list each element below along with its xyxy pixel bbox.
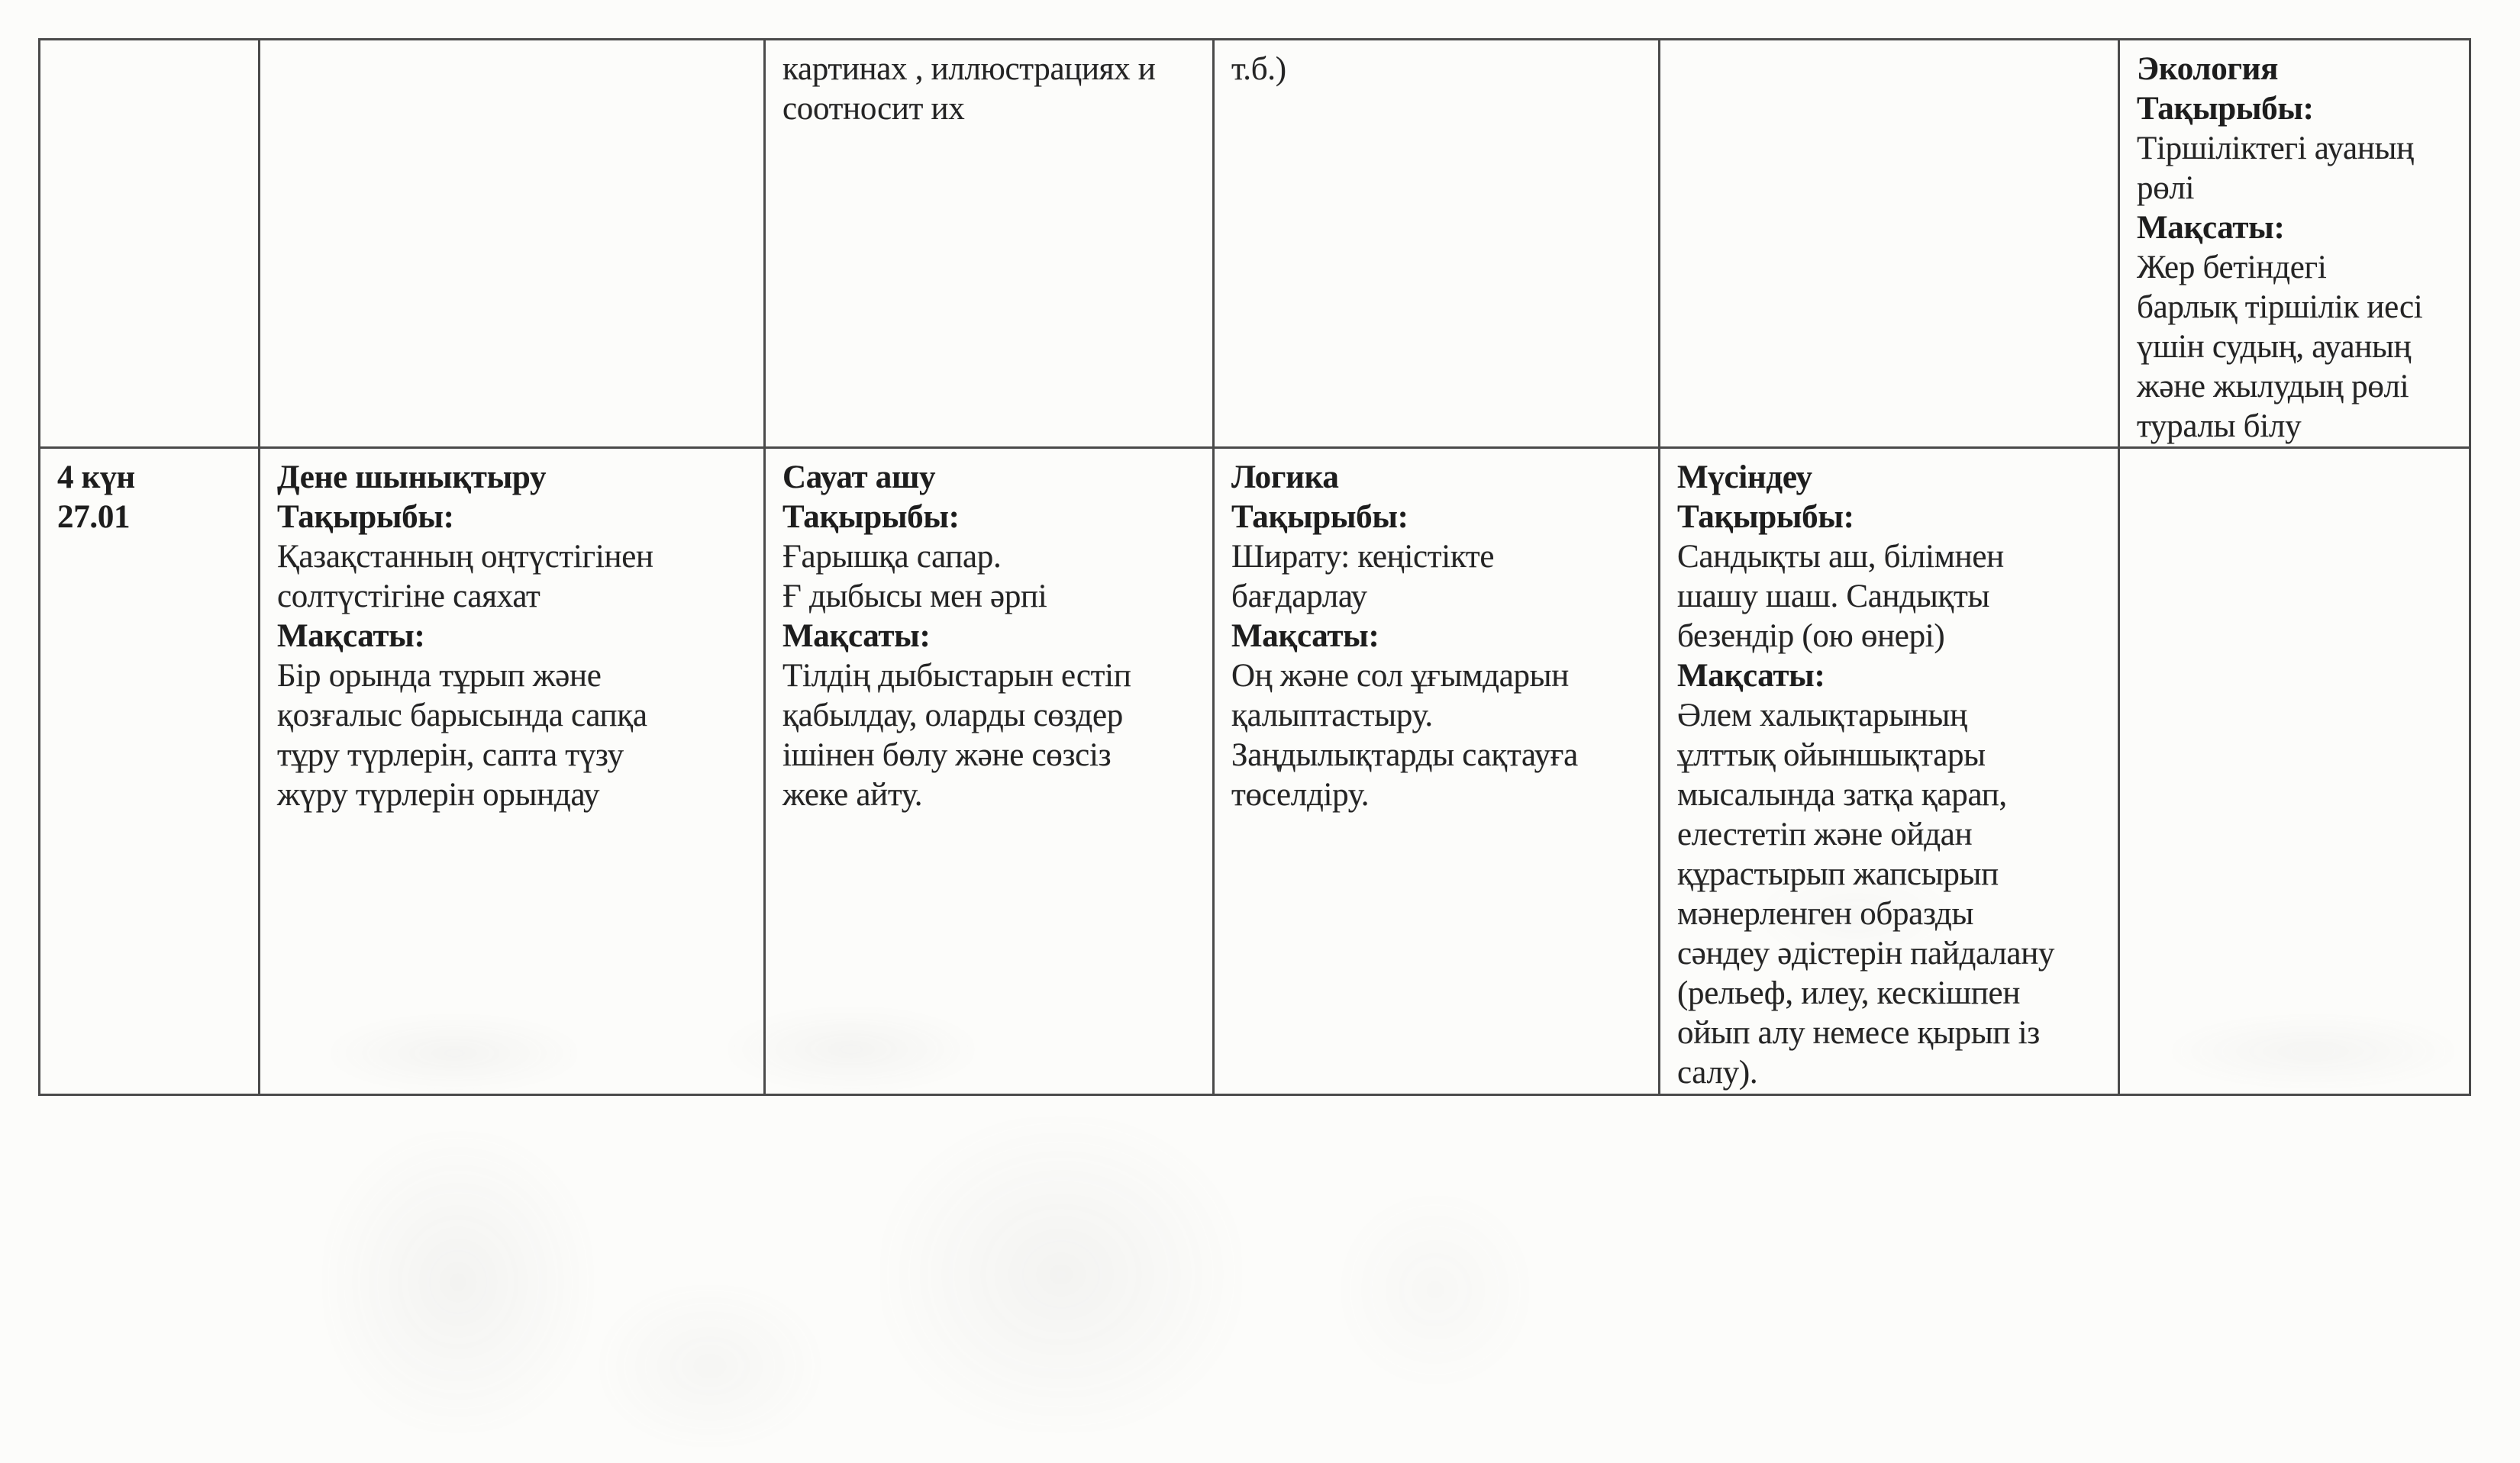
- cell-text-line: Экология: [2137, 51, 2279, 87]
- cell-text-line: тұру түрлерін, сапта түзу: [277, 737, 624, 773]
- scan-smudge: [878, 1114, 1244, 1435]
- cell-continuation-etc: [1214, 40, 1660, 448]
- cell-text-line: Мүсіндеу: [1677, 459, 1812, 495]
- cell-text-line: жеке айту.: [782, 777, 923, 813]
- cell-text-line: Тіршіліктегі ауаның: [2137, 131, 2414, 166]
- scan-smudge: [1336, 1191, 1534, 1389]
- cell-text-line: бағдарлау: [1231, 578, 1367, 614]
- cell-text-line: Бір орында тұрып және: [277, 658, 602, 694]
- cell-day-label: [40, 448, 260, 1095]
- cell-text-line: Сандықты аш, білімнен: [1677, 539, 2004, 575]
- cell-text-line: Тақырыбы:: [1231, 499, 1408, 535]
- cell-text-line: 4 күн: [57, 459, 135, 495]
- cell-text-line: жүру түрлерін орындау: [277, 777, 600, 813]
- cell-day4-empty: [2119, 448, 2470, 1095]
- cell-text-line: Тақырыбы:: [2137, 91, 2314, 127]
- scan-smudge: [595, 1282, 824, 1450]
- cell-text-line: Мақсаты:: [1677, 658, 1825, 694]
- cell-text-line: солтүстігіне саяхат: [277, 578, 540, 614]
- cell-text-line: Жер бетіндегі: [2137, 250, 2327, 285]
- cell-text-line: Ширату: кеңістікте: [1231, 539, 1495, 575]
- cell-text-line: үшін судың, ауаның: [2137, 329, 2412, 365]
- cell-sculpting: [1660, 448, 2119, 1095]
- cell-text-line: қозғалыс барысында сапқа: [277, 698, 647, 733]
- cell-text-line: туралы білу: [2137, 408, 2302, 444]
- cell-text-line: безендір (ою өнері): [1677, 618, 1945, 654]
- cell-text-line: ұлттық ойыншықтары: [1677, 737, 1986, 773]
- cell-continuation-empty: [260, 40, 765, 448]
- cell-text-line: елестетіп және ойдан: [1677, 817, 1973, 852]
- cell-text-line: Мақсаты:: [2137, 210, 2285, 246]
- cell-text-line: Дене шынықтыру: [277, 459, 547, 495]
- cell-text-line: Мақсаты:: [1231, 618, 1379, 654]
- cell-text-line: мәнерленген образды: [1677, 896, 1974, 932]
- scan-smudge: [321, 1129, 595, 1435]
- cell-text-line: сәндеу әдістерін пайдалану: [1677, 936, 2055, 972]
- cell-text-line: Ғарышқа сапар.: [782, 539, 1002, 575]
- cell-text-line: Заңдылықтарды сақтауға: [1231, 737, 1578, 773]
- cell-literacy: [765, 448, 1214, 1095]
- cell-text-line: Әлем халықтарының: [1677, 698, 1967, 733]
- cell-text-line: мысалында затқа қарап,: [1677, 777, 2007, 813]
- cell-text-line: салу).: [1677, 1055, 1758, 1091]
- cell-physical-education: [260, 448, 765, 1095]
- cell-text-line: қабылдау, оларды сөздер: [782, 698, 1123, 733]
- cell-ecology: [2119, 40, 2470, 448]
- cell-text-line: картинах , иллюстрациях и: [782, 51, 1156, 87]
- cell-text-line: Ғ дыбысы мен әрпі: [782, 578, 1047, 614]
- cell-text-line: (рельеф, илеу, кескішпен: [1677, 975, 2021, 1011]
- cell-text-line: Тақырыбы:: [782, 499, 960, 535]
- cell-text-line: ішінен бөлу және сөзсіз: [782, 737, 1112, 773]
- cell-text-line: Тілдің дыбыстарын естіп: [782, 658, 1131, 694]
- lesson-plan-table: [38, 38, 2471, 1096]
- cell-text-line: Тақырыбы:: [277, 499, 454, 535]
- table-row-continuation: [40, 40, 2470, 448]
- cell-text-line: құрастырып жапсырып: [1677, 856, 1999, 892]
- cell-continuation-pictures: [765, 40, 1214, 448]
- cell-text-line: Сауат ашу: [782, 459, 936, 495]
- cell-text-line: 27.01: [57, 499, 131, 535]
- cell-text-line: Тақырыбы:: [1677, 499, 1854, 535]
- cell-continuation-day: [40, 40, 260, 448]
- cell-text-line: Мақсаты:: [277, 618, 425, 654]
- cell-text-line: Оң және сол ұғымдарын: [1231, 658, 1569, 694]
- cell-text-line: қалыптастыру.: [1231, 698, 1433, 733]
- cell-text-line: Логика: [1231, 459, 1339, 495]
- table-row-day4: [40, 448, 2470, 1095]
- cell-continuation-empty-2: [1660, 40, 2119, 448]
- cell-text-line: ойып алу немесе қырып із: [1677, 1015, 2040, 1051]
- cell-text-line: Мақсаты:: [782, 618, 931, 654]
- cell-text-line: рөлі: [2137, 170, 2195, 206]
- cell-text-line: және жылудың рөлі: [2137, 369, 2409, 404]
- cell-text-line: төселдіру.: [1231, 777, 1370, 813]
- cell-text-line: Қазақстанның оңтүстігінен: [277, 539, 653, 575]
- cell-text-line: барлық тіршілік иесі: [2137, 289, 2423, 325]
- cell-text-line: шашу шаш. Сандықты: [1677, 578, 1990, 614]
- cell-text-line: соотносит их: [782, 91, 965, 127]
- cell-logic: [1214, 448, 1660, 1095]
- cell-text-line: т.б.): [1231, 51, 1286, 87]
